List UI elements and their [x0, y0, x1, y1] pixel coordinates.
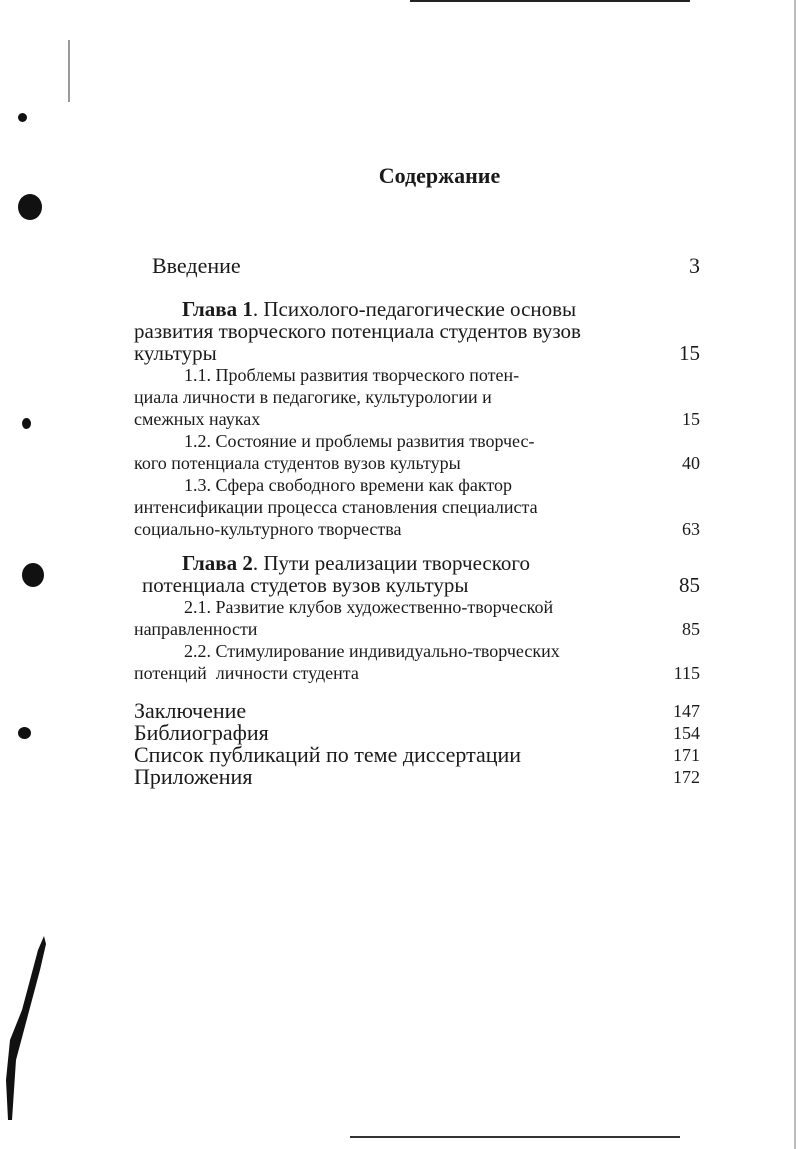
toc-page-number: 63	[682, 519, 700, 539]
toc-entry-intro	[134, 252, 700, 280]
chapter-title-line: культуры	[134, 341, 217, 365]
punch-hole-mark	[18, 113, 27, 122]
toc-section-1-3	[134, 474, 700, 540]
toc-chapter-1	[134, 298, 700, 364]
toc-page-number: 147	[673, 701, 700, 721]
toc-entry-bibliography	[134, 722, 700, 744]
section-title-line: 1.3. Сфера свободного времени как фактор	[184, 475, 513, 495]
toc-entry-label: Заключение	[134, 698, 247, 723]
punch-hole-mark	[18, 727, 31, 739]
section-title-line: социально-культурного творчества	[134, 519, 402, 539]
punch-hole-mark	[22, 418, 31, 429]
page-title: Содержание	[378, 163, 501, 188]
scan-edge-top	[410, 0, 690, 2]
chapter-title-line: . Пути реализации творческого	[252, 551, 530, 575]
toc-page-number: 172	[673, 767, 700, 787]
section-title-line: потенций личности студента	[134, 663, 359, 683]
punch-hole-mark	[22, 563, 44, 587]
toc-page-number: 40	[682, 453, 700, 473]
toc-section-1-1	[134, 364, 700, 430]
toc-page-number: 154	[673, 723, 700, 743]
toc-page-number: 85	[679, 573, 700, 597]
section-title-line: смежных науках	[134, 409, 261, 429]
section-title-line: 1.1. Проблемы развития творческого потен-	[184, 365, 520, 385]
scan-shadow-mark	[0, 930, 60, 1120]
toc-page-number: 3	[689, 253, 700, 278]
toc-closing-entries	[134, 700, 700, 788]
toc-section-2-1	[134, 596, 700, 640]
toc-entry-label: Введение	[152, 253, 241, 278]
toc-page-number: 15	[682, 409, 700, 429]
section-title-line: циала личности в педагогике, культурологии и	[134, 387, 492, 407]
section-title-line: интенсификации процесса становления специалиста	[134, 497, 538, 517]
punch-hole-mark	[18, 194, 42, 220]
toc-page-number: 15	[679, 341, 700, 365]
section-title-line: 2.2. Стимулирование индивидуально-творческих	[184, 641, 560, 661]
scan-fold-mark	[68, 40, 70, 102]
toc-entry-label: Библиография	[134, 720, 269, 745]
section-title-line: направленности	[134, 619, 258, 639]
toc-entry-label: Список публикаций по теме диссертации	[134, 742, 522, 767]
toc-entry-label: Приложения	[134, 764, 253, 789]
toc-entry-conclusion	[134, 700, 700, 722]
toc-page-number: 85	[682, 619, 700, 639]
chapter-title-line: развития творческого потенциала студентов вузов	[134, 319, 581, 343]
toc-chapter-2	[134, 552, 700, 596]
chapter-number: Глава 2	[182, 551, 253, 575]
chapter-number: Глава 1	[182, 297, 253, 321]
toc-page-number: 115	[673, 663, 700, 683]
toc-section-1-2	[134, 430, 700, 474]
toc-page-number: 171	[673, 745, 700, 765]
section-title-line: 1.2. Состояние и проблемы развития творчес-	[184, 431, 535, 451]
section-title-line: кого потенциала студентов вузов культуры	[134, 453, 461, 473]
chapter-title-line: . Психолого-педагогические основы	[252, 297, 577, 321]
chapter-title-line: потенциала студетов вузов культуры	[142, 573, 469, 597]
scan-edge-bottom	[350, 1136, 680, 1138]
toc-entry-appendices	[134, 766, 700, 788]
section-title-line: 2.1. Развитие клубов художественно-творческой	[184, 597, 554, 617]
table-of-contents	[134, 252, 700, 788]
toc-entry-publications	[134, 744, 700, 766]
toc-section-2-2	[134, 640, 700, 684]
